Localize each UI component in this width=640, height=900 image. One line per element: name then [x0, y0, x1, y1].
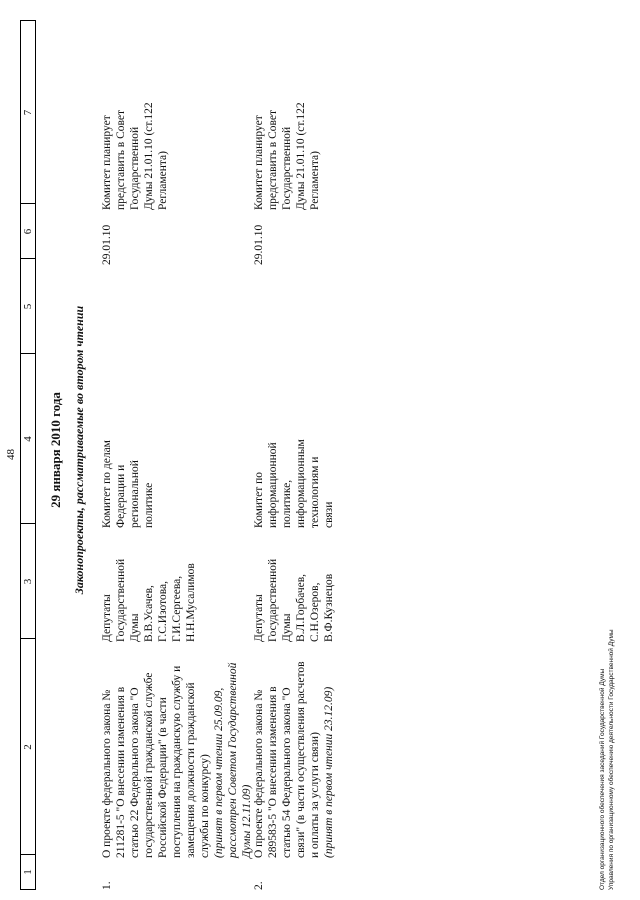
consideration-date: 29.01.10 — [253, 224, 265, 265]
date-heading: 29 января 2010 года — [48, 392, 63, 508]
footer-line-1: Отдел организационного обеспечения заседаний Государственной Думы — [599, 668, 606, 890]
footer — [598, 290, 616, 890]
bill-stage: (принят в первом чтении 25.09.09, рассмотрен Советом Государственной Думы 12.11.09) — [213, 662, 253, 858]
responsible-committee: Комитет по информационной политике, информационным технологиям и связи — [253, 439, 335, 528]
responsible-committee: Комитет по делам Федерации и региональной политике — [101, 440, 155, 528]
column-number-2: 2 — [21, 638, 35, 855]
bill-stage: (принят в первом чтении 23.12.09) — [323, 686, 335, 858]
column-number-3: 3 — [21, 523, 35, 639]
bill-authors: Депутаты Государственной Думы В.В.Усачев, Г.С.Изотова, Г.И.Сергеева, Н.Н.Мусалимов — [101, 558, 197, 642]
bill-title: О проекте федерального закона № 289583-5 "О внесении изменения в статью 54 Федерального закона "О связи" (в части осуществления расчетов и оплаты за услуги связи) — [253, 661, 321, 858]
column-header-row — [20, 20, 36, 890]
bill-description — [100, 658, 254, 858]
bill-description — [252, 658, 336, 858]
consideration-date: 29.01.10 — [101, 224, 113, 265]
row-number: 1. — [101, 881, 113, 890]
section-heading: Законопроекты, рассматриваемые во втором чтении — [72, 305, 86, 595]
page-number: 48 — [5, 449, 17, 460]
column-number-4: 4 — [21, 353, 35, 524]
column-number-1: 1 — [21, 854, 35, 889]
column-number-7: 7 — [22, 109, 34, 116]
row-number: 2. — [253, 881, 265, 890]
bill-authors: Депутаты Государственной Думы В.Л.Горбачев, С.Н.Озеров, В.Ф.Кузнецов — [253, 558, 335, 642]
row-note: Комитет планирует представить в Совет Государственной Думы 21.01.10 (ст.122 Регламента) — [101, 102, 169, 210]
row-note: Комитет планирует представить в Совет Государственной Думы 21.01.10 (ст.122 Регламента) — [253, 102, 321, 210]
bill-title: О проекте федерального закона № 211281-5 "О внесении изменения в статью 22 Федерального закона "О государственной гражданской службе Российской Федерации" (в части поступления на гражданскую службу и замещения должности гражданской службы по конкурсу) — [101, 665, 211, 858]
column-number-5: 5 — [21, 258, 35, 354]
footer-line-2: Управления по организационному обеспечению деятельности Государственной Думы — [608, 629, 615, 890]
column-number-6: 6 — [21, 203, 35, 259]
